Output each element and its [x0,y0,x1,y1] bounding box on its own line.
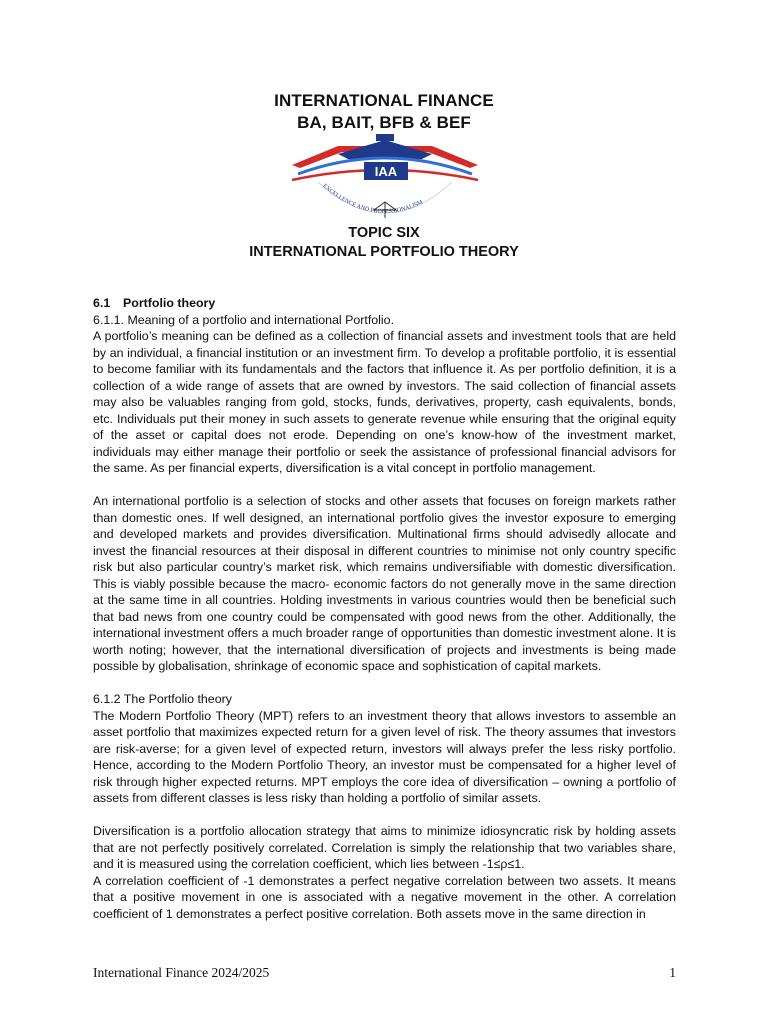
paragraph-international-portfolio: An international portfolio is a selection of stocks and other assets that focuses on foreign markets rather than domestic ones. If well designed, an international portfolio gives the investor exposure to emerging and developed markets and provides diversification. Multinational firms should advisedly allocate and invest the financial resources at their disposal in different countries to minimise not only country specific risk but also particular country’s market risk, which remains undiversifiable with domestic diversification. This is viably possible because the macro- economic factors do not generally move in the same direction at the same time in all countries. Holding investments in various countries would then be beneficial such that bad news from one country could be compensated with good news from the other. Additionally, the international investment offers a much broader range of opportunities than domestic investment alone. It is worth noting; however, that the international diversification of projects and investments is being made possible by globalisation, shrinkage of economic space and sophistication of capital markets. [93,494,676,673]
topic-title: INTERNATIONAL PORTFOLIO THEORY [249,244,519,260]
document-body [93,295,676,922]
logo-roof-cap [376,134,394,141]
paragraph-portfolio-meaning: A portfolio’s meaning can be defined as a collection of financial assets and investment tools that are held by an individual, a financial institution or an investment firm. To develop a profitable portfolio, it is essential to become familiar with its fundamentals and the factors that influence it. As per portfolio definition, it is a collection of a wide range of assets that are owned by investors. The said collection of financial assets may also be valuables ranging from gold, stocks, funds, derivatives, property, cash equivalents, bonds, etc. Individuals put their money in such assets to generate revenue while ensuring that the original equity of the asset or capital does not erode. Depending on one’s know-how of the investment market, individuals may either manage their portfolio or seek the assistance of professional financial advisors for the same. As per financial experts, diversification is a vital concept in portfolio management. [93,329,676,475]
course-title: INTERNATIONAL FINANCE [274,91,494,110]
topic-number: TOPIC SIX [348,225,420,241]
programmes-title: BA, BAIT, BFB & BEF [297,113,471,132]
section-title: Portfolio theory [123,296,216,310]
document-header [0,90,768,134]
page-number: 1 [669,965,676,980]
section-number: 6.1 [93,296,111,310]
section-heading [93,295,676,312]
paragraph-diversification: Diversification is a portfolio allocation strategy that aims to minimize idiosyncratic risk by holding assets that are not perfectly positively correlated. Correlation is simply the relationship that two variables share, and it is measured using the correlation coefficient, which lies between -1≤ρ≤1. [93,824,676,871]
logo-iaa-text: IAA [374,164,398,179]
subsection-heading-2: 6.1.2 The Portfolio theory [93,692,232,706]
page-footer [93,965,676,981]
logo-motto: EXCELLENCE AND PROFESSIONALISM [321,183,424,216]
subsection-heading-1: 6.1.1. Meaning of a portfolio and international Portfolio. [93,312,395,327]
topic-heading [0,224,768,262]
iaa-logo [278,132,492,222]
paragraph-correlation: A correlation coefficient of -1 demonstrates a perfect negative correlation between two assets. It means that a positive movement in one is associated with a negative movement in the other. A correlation coefficient of 1 demonstrates a perfect positive correlation. Both assets move in the same direction in [93,873,676,921]
paragraph-mpt: The Modern Portfolio Theory (MPT) refers to an investment theory that allows investors to assemble an asset portfolio that maximizes expected return for a given level of risk. The theory assumes that investors are risk-averse; for a given level of expected return, investors will always prefer the less risky portfolio. Hence, according to the Modern Portfolio Theory, an investor must be compensated for a higher level of risk through higher expected returns. MPT employs the core idea of diversification – owning a portfolio of assets from different classes is less risky than holding a portfolio of similar assets. [93,708,676,805]
footer-course: International Finance 2024/2025 [93,965,270,980]
